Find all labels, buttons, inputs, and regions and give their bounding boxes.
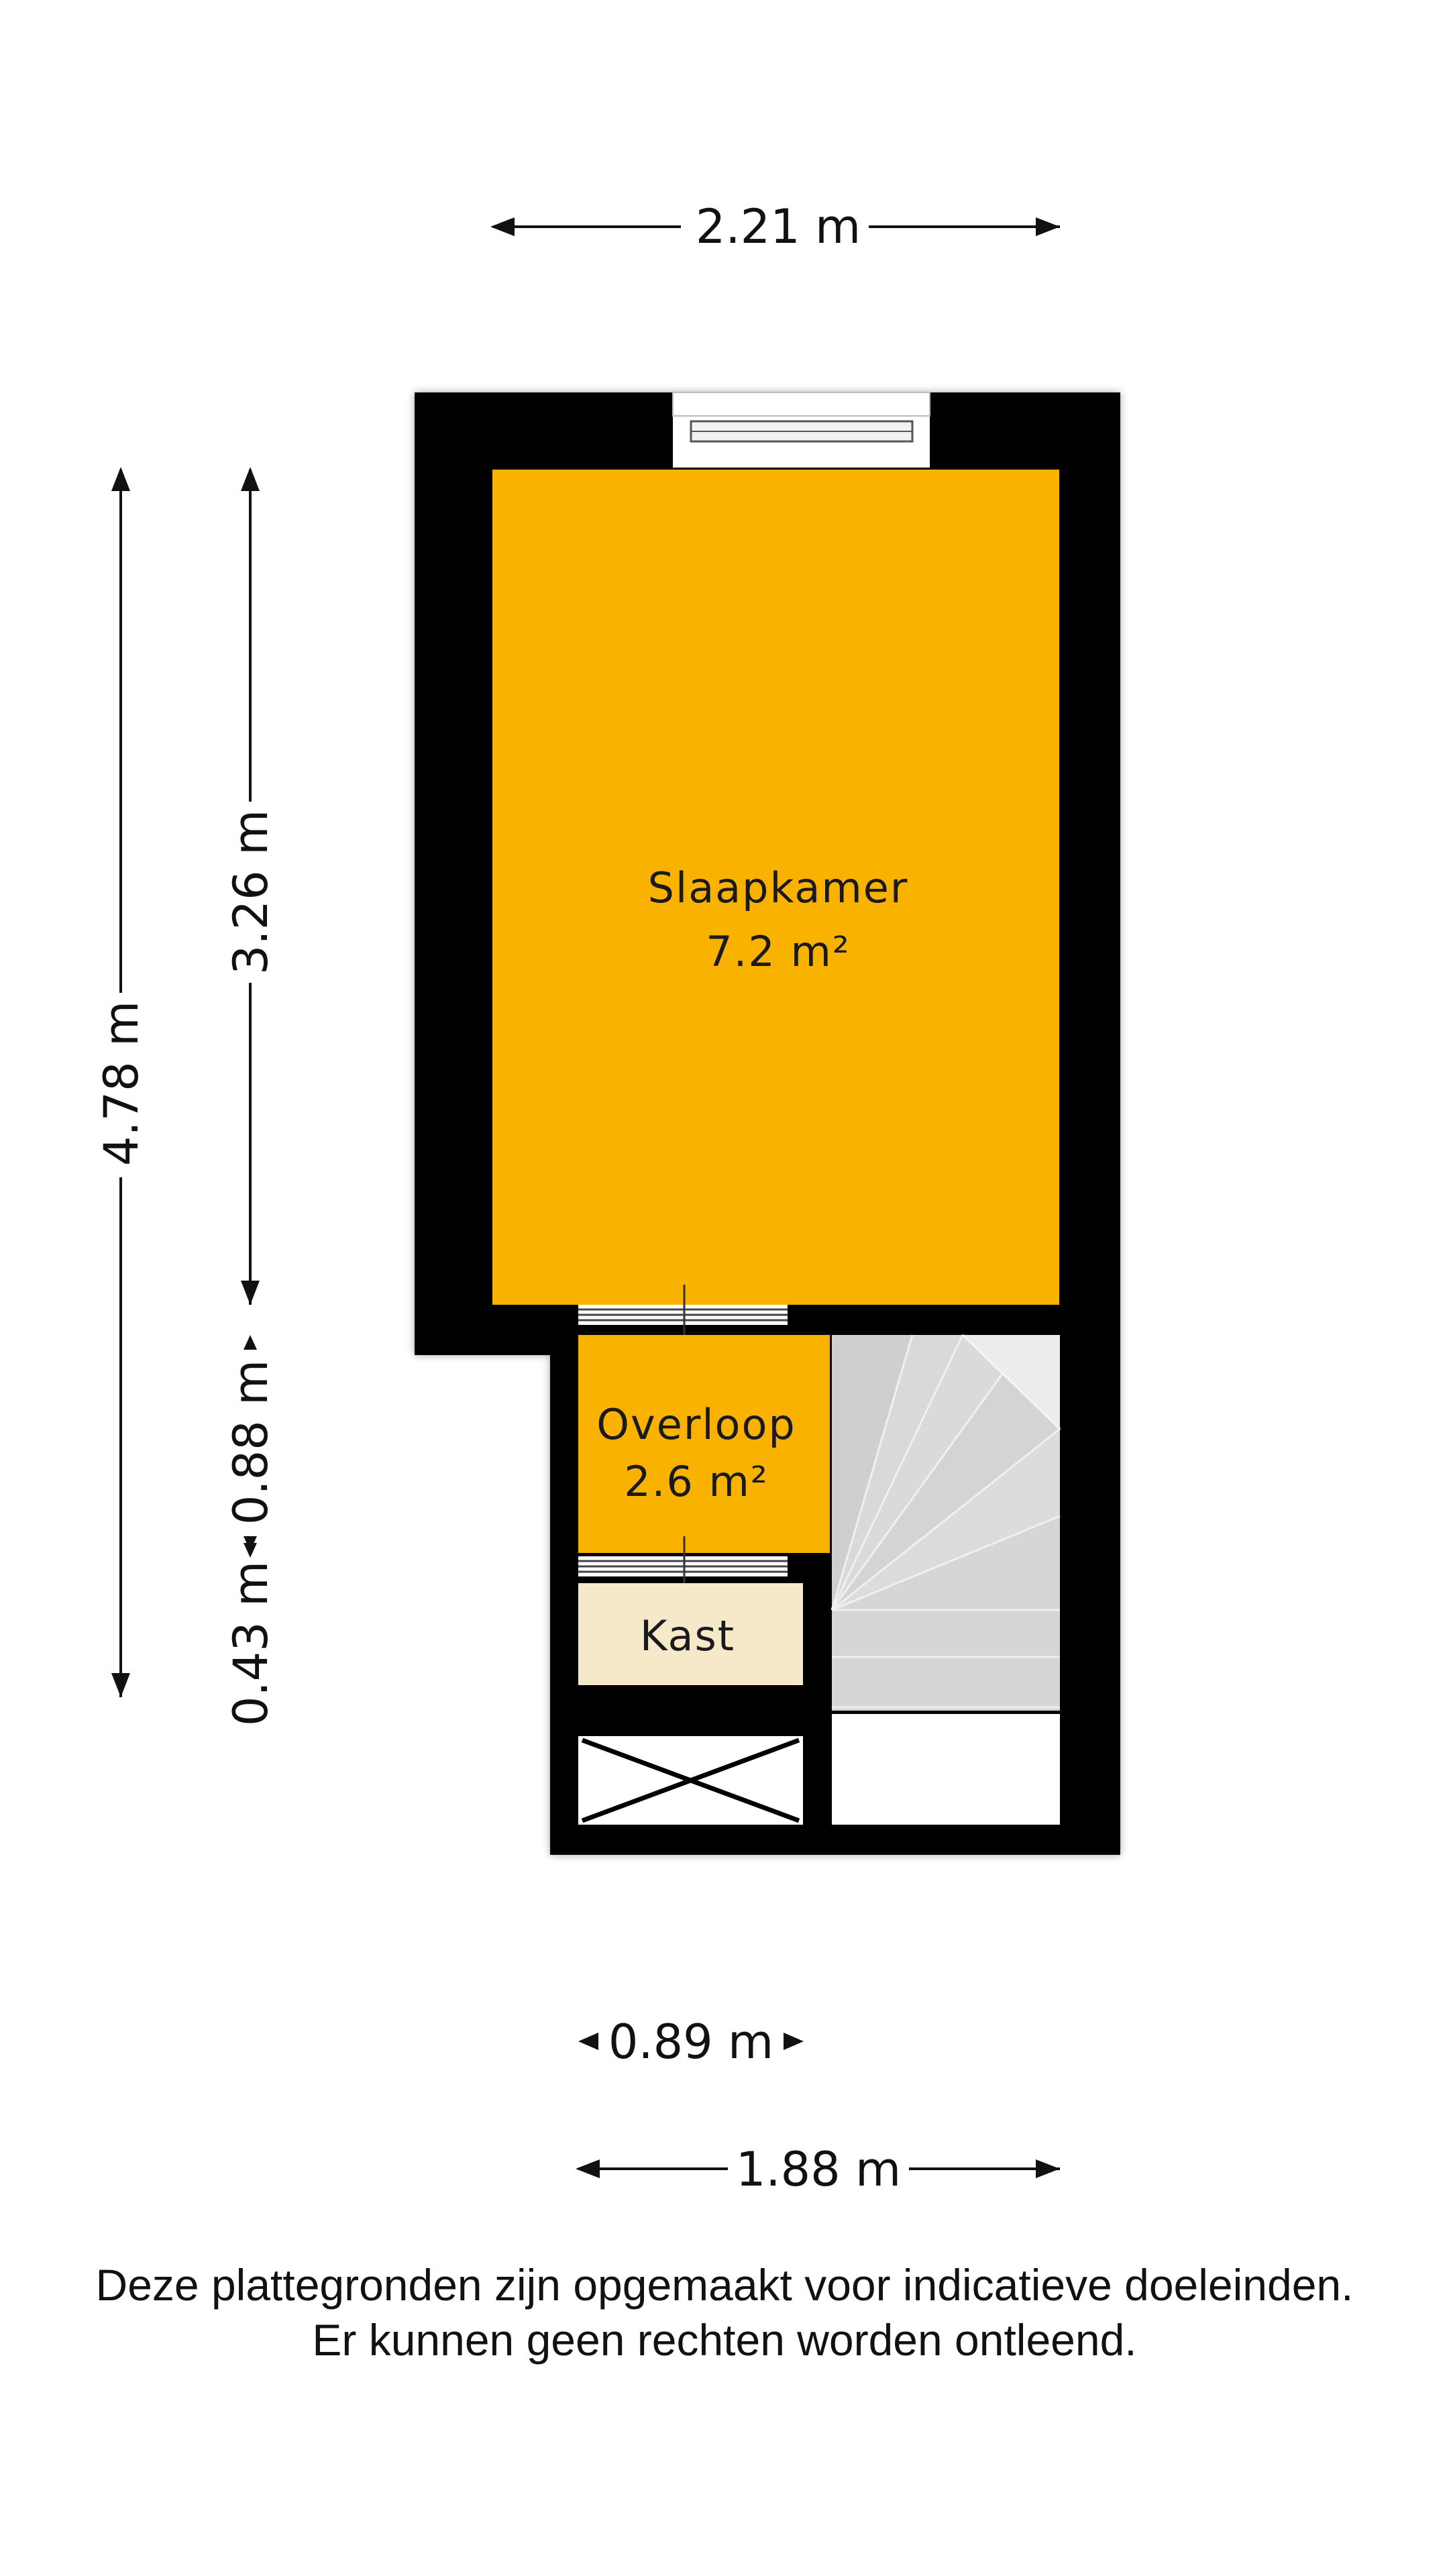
dimension-closet-height	[223, 1543, 278, 1726]
dimension-bottom-total	[578, 2142, 1060, 2197]
disclaimer-line-2: Er kunnen geen rechten worden ontleend.	[312, 2315, 1137, 2365]
bottom-total-label: 1.88 m	[735, 2142, 902, 2197]
landing-area: 2.6 m²	[624, 1457, 769, 1506]
bedroom-area: 7.2 m²	[706, 927, 851, 976]
bottom-closet-label: 0.89 m	[608, 2015, 774, 2070]
bedroom-name: Slaapkamer	[647, 863, 909, 912]
closet-name: Kast	[639, 1611, 736, 1660]
closet-height-label: 0.43 m	[223, 1560, 278, 1727]
disclaimer	[0, 2257, 1449, 2367]
bedroom-height-label: 3.26 m	[223, 809, 278, 975]
disclaimer-line-1: Deze plattegronden zijn opgemaakt voor indicatieve doeleinden.	[95, 2260, 1354, 2310]
left-total-label: 4.78 m	[94, 1000, 149, 1167]
landing-height-label: 0.88 m	[223, 1359, 278, 1525]
dimension-left-total	[94, 470, 149, 1697]
dimension-landing-height	[223, 1335, 278, 1551]
top-width-label: 2.21 m	[695, 199, 861, 254]
dimension-top-width	[493, 199, 1060, 254]
dimension-bedroom-height	[223, 470, 278, 1305]
window-top	[673, 392, 930, 468]
staircase	[832, 1335, 1060, 1825]
dimension-bottom-closet	[578, 2015, 804, 2070]
landing-name: Overloop	[596, 1400, 796, 1449]
void-crossed	[578, 1736, 803, 1825]
